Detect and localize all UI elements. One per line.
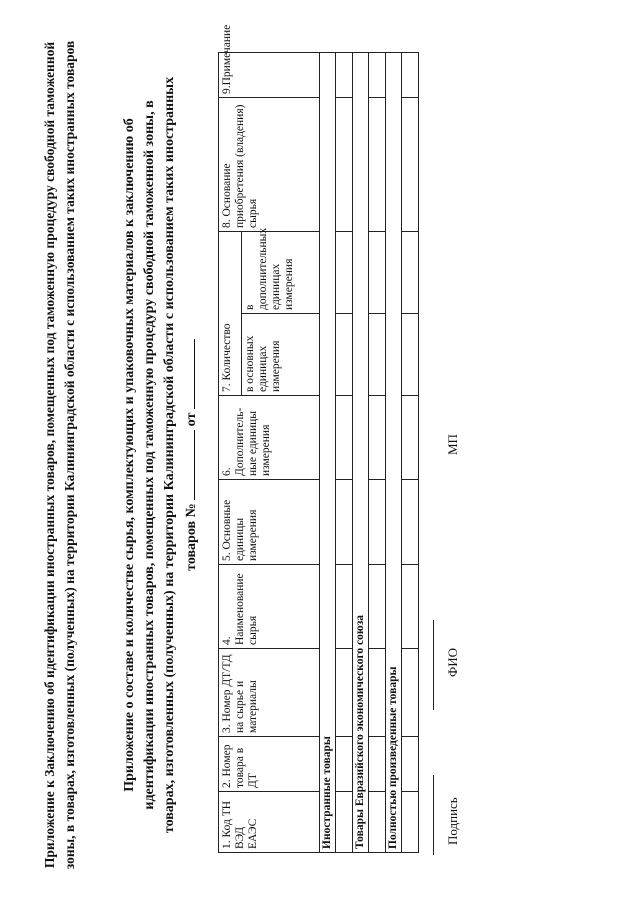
date-blank	[180, 339, 195, 409]
appendix-subtitle-text: Приложение о составе и количестве сырья, комплектующих и упаковочных материалов к заключению об идентификации иностранных товаров, помещенных под таможенную процедуру свободной таможенной зоны, в товарах, изготовленных (полученных) на территории Калининградской области с использованием таких иностранных товаров №	[122, 76, 199, 834]
section-label-produced: Полностью произведенные товары	[386, 53, 402, 853]
section-row-foreign	[320, 53, 336, 853]
stamp-label: МП	[445, 434, 460, 455]
col-header-code: 1. Код ТН ВЭД ЕАЭС	[219, 792, 320, 853]
col-header-item-number: 2. Номер товара в ДТ	[219, 737, 320, 792]
col-header-notes: 9.Примечание	[219, 53, 320, 98]
col-header-declaration-number: 3. Номер ДТ/ТД на сырье и материалы	[219, 649, 320, 737]
signature-line	[432, 775, 434, 855]
col-header-quantity-basic: в основных единицах измерения	[242, 314, 320, 396]
document-title: Приложение к Заключению об идентификации иностранных товаров, помещенных под таможенную процедуру свободной таможенной зоны, в товарах, изготовленных (полученных) на территории Калининградской области с использованием таких иностранных товаров	[42, 40, 77, 870]
table-header-row	[219, 53, 242, 853]
col-header-quantity-additional: в дополнительных единицах измерения	[242, 232, 320, 314]
composition-table	[218, 24, 419, 853]
name-line	[432, 620, 434, 710]
col-header-quantity: 7. Количество	[219, 232, 242, 396]
from-label: от	[184, 412, 199, 427]
col-header-acquisition-basis: 8. Основание приобретения (владения) сырья	[219, 98, 320, 232]
col-header-material-name: 4. Наименование сырья	[219, 565, 320, 649]
signature-label: Подпись	[445, 797, 460, 845]
section-label-foreign: Иностранные товары	[320, 53, 336, 853]
name-label: ФИО	[445, 647, 460, 677]
table-row	[369, 53, 386, 853]
table-row	[402, 53, 419, 853]
appendix-subtitle	[120, 75, 202, 835]
section-label-eaeu: Товары Евразийского экономического союза	[353, 53, 369, 853]
table-row	[336, 53, 353, 853]
col-header-additional-units: 6. Дополнитель-ные единицы измерения	[219, 396, 320, 480]
number-blank	[180, 430, 195, 500]
section-row-produced	[386, 53, 402, 853]
section-row-eaeu	[353, 53, 369, 853]
col-header-basic-units: 5. Основные единицы измерения	[219, 480, 320, 565]
